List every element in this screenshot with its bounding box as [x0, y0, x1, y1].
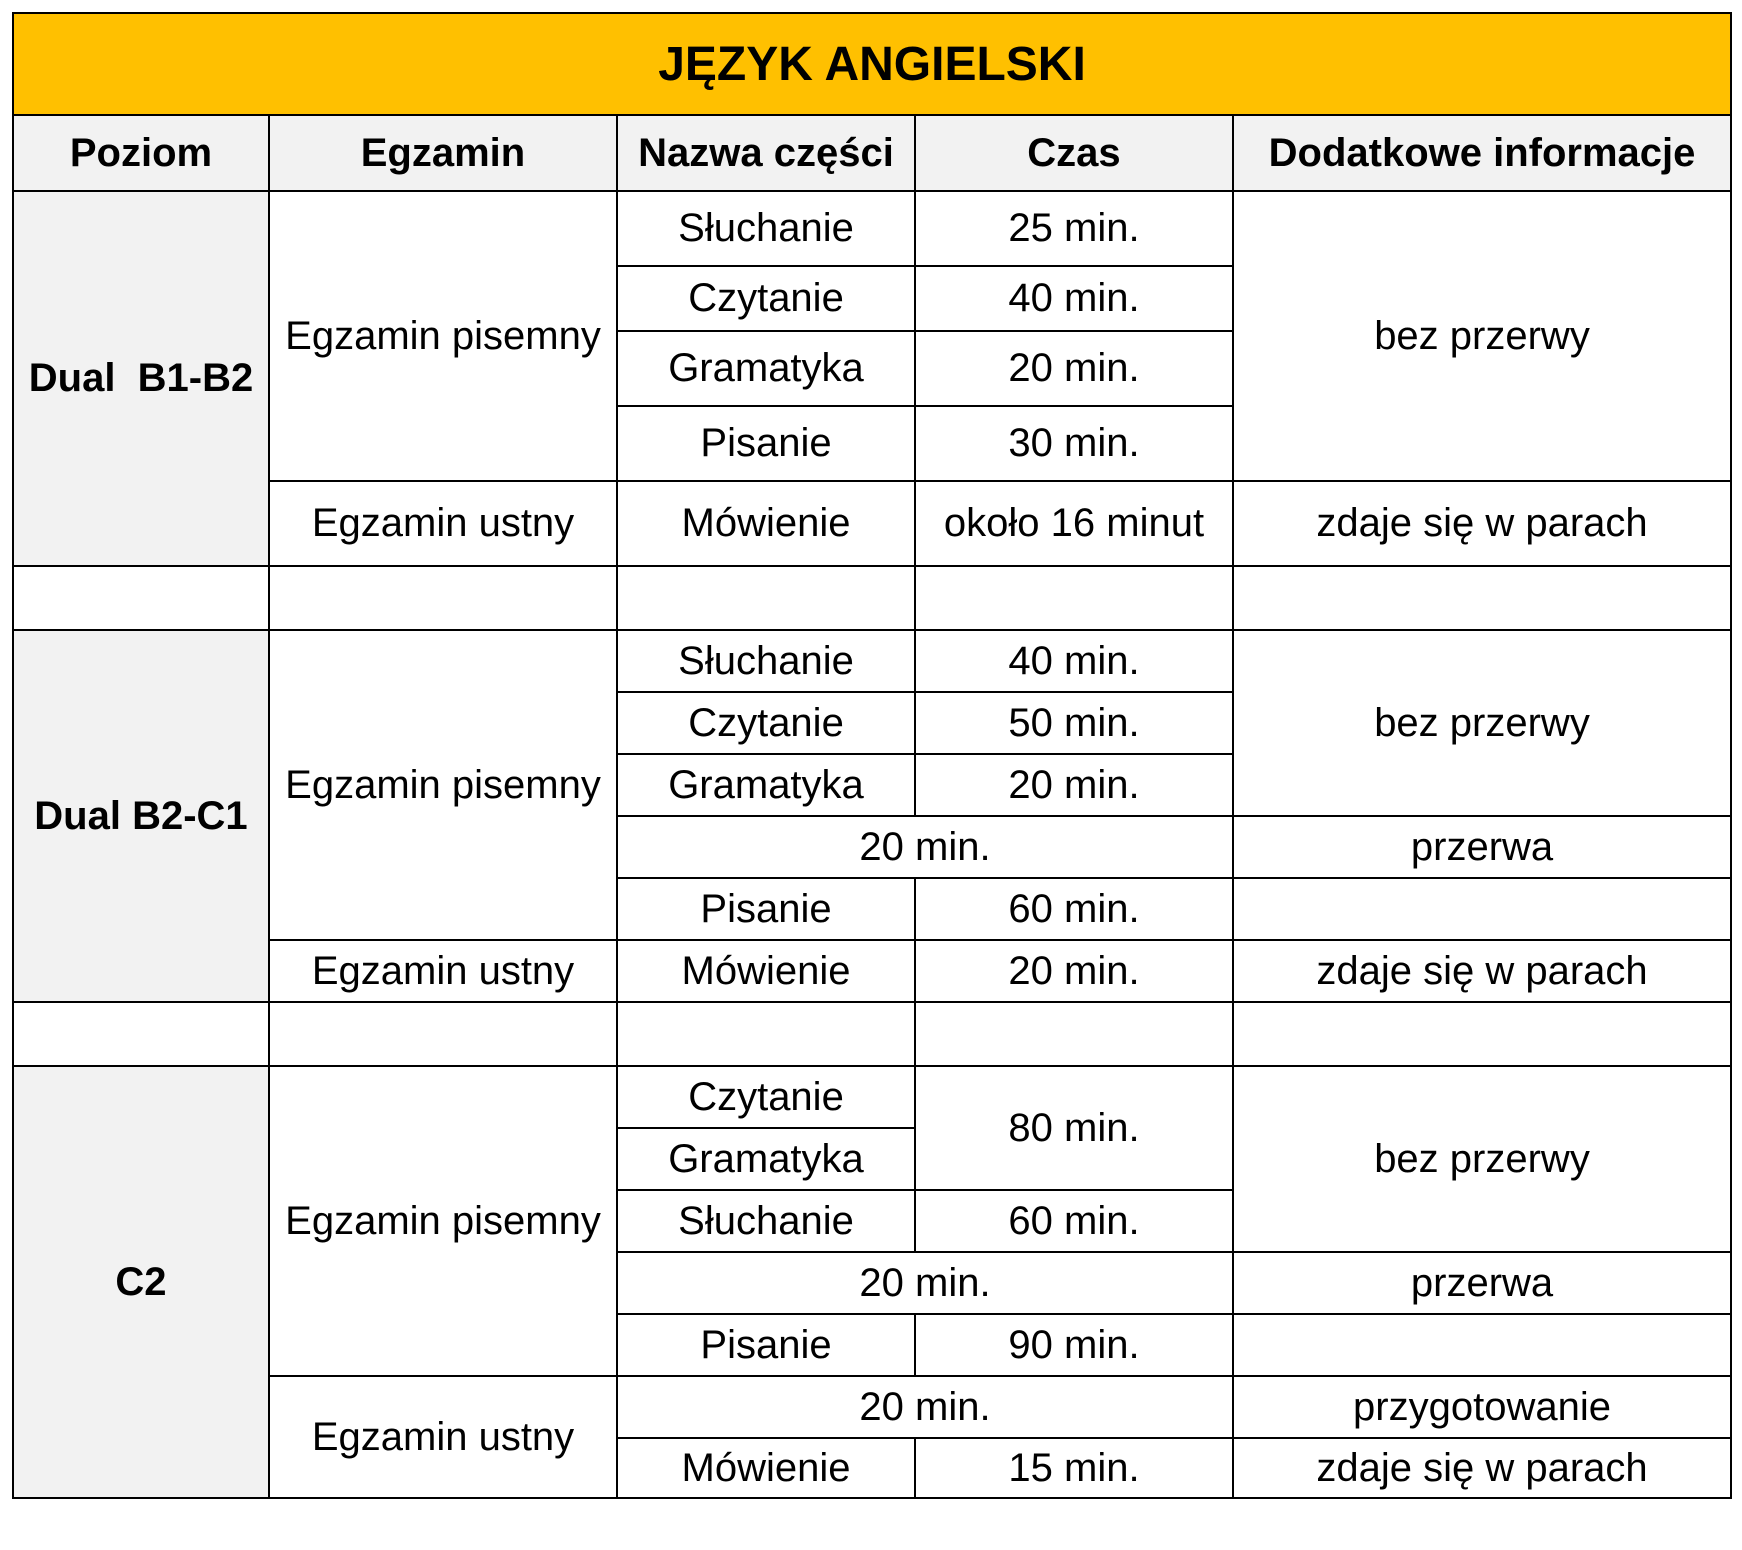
part-time: 40 min. [915, 266, 1233, 331]
part-name: Czytanie [617, 1066, 915, 1128]
exam-oral-b2c1: Egzamin ustny [269, 940, 617, 1002]
part-time: 60 min. [915, 1190, 1233, 1252]
exam-schedule [12, 12, 1730, 1499]
spacer-row [13, 1002, 1731, 1066]
part-name: Słuchanie [617, 1190, 915, 1252]
break-info-b2c1: przerwa [1233, 816, 1731, 878]
break-time-c2: 20 min. [617, 1252, 1233, 1314]
info-oral-c2: zdaje się w parach [1233, 1438, 1731, 1498]
part-time: 20 min. [915, 754, 1233, 816]
part-name: Mówienie [617, 940, 915, 1002]
part-time: 20 min. [915, 331, 1233, 406]
header-row [13, 115, 1731, 191]
part-time: około 16 minut [915, 481, 1233, 566]
part-time: 90 min. [915, 1314, 1233, 1376]
break-time-b2c1: 20 min. [617, 816, 1233, 878]
prep-info-c2: przygotowanie [1233, 1376, 1731, 1438]
info-empty [1233, 878, 1731, 940]
header-czas: Czas [915, 115, 1233, 191]
part-name: Czytanie [617, 692, 915, 754]
part-name: Słuchanie [617, 191, 915, 266]
break-info-c2: przerwa [1233, 1252, 1731, 1314]
part-name: Mówienie [617, 1438, 915, 1498]
exam-oral-b1b2: Egzamin ustny [269, 481, 617, 566]
info-written-b1b2: bez przerwy [1233, 191, 1731, 481]
part-name: Pisanie [617, 878, 915, 940]
part-time: 15 min. [915, 1438, 1233, 1498]
table-row [13, 630, 1731, 692]
info-oral-b1b2: zdaje się w parach [1233, 481, 1731, 566]
part-name: Gramatyka [617, 331, 915, 406]
level-b2c1: Dual B2-C1 [13, 630, 269, 1002]
header-dodatkowe-informacje: Dodatkowe informacje [1233, 115, 1731, 191]
info-empty [1233, 1314, 1731, 1376]
spacer-row [13, 566, 1731, 630]
exam-oral-c2: Egzamin ustny [269, 1376, 617, 1498]
part-time: 20 min. [915, 940, 1233, 1002]
table-row [13, 191, 1731, 266]
level-c2: C2 [13, 1066, 269, 1498]
table-row [13, 940, 1731, 1002]
table-row [13, 1066, 1731, 1128]
part-time: 50 min. [915, 692, 1233, 754]
header-egzamin: Egzamin [269, 115, 617, 191]
info-oral-b2c1: zdaje się w parach [1233, 940, 1731, 1002]
header-nazwa-czesci: Nazwa części [617, 115, 915, 191]
info-written-c2: bez przerwy [1233, 1066, 1731, 1252]
exam-written-b2c1: Egzamin pisemny [269, 630, 617, 940]
part-name: Czytanie [617, 266, 915, 331]
part-name: Pisanie [617, 1314, 915, 1376]
exam-table [12, 12, 1732, 1499]
part-time: 40 min. [915, 630, 1233, 692]
header-poziom: Poziom [13, 115, 269, 191]
part-name: Gramatyka [617, 754, 915, 816]
table-title: JĘZYK ANGIELSKI [13, 13, 1731, 115]
part-name: Pisanie [617, 406, 915, 481]
part-name: Słuchanie [617, 630, 915, 692]
part-name: Gramatyka [617, 1128, 915, 1190]
part-time: 25 min. [915, 191, 1233, 266]
prep-time-c2: 20 min. [617, 1376, 1233, 1438]
part-time: 30 min. [915, 406, 1233, 481]
part-name: Mówienie [617, 481, 915, 566]
level-b1b2: Dual B1-B2 [13, 191, 269, 566]
part-time: 80 min. [915, 1066, 1233, 1190]
exam-written-c2: Egzamin pisemny [269, 1066, 617, 1376]
part-time: 60 min. [915, 878, 1233, 940]
exam-written-b1b2: Egzamin pisemny [269, 191, 617, 481]
table-row [13, 1376, 1731, 1438]
table-row [13, 481, 1731, 566]
info-written-b2c1: bez przerwy [1233, 630, 1731, 816]
